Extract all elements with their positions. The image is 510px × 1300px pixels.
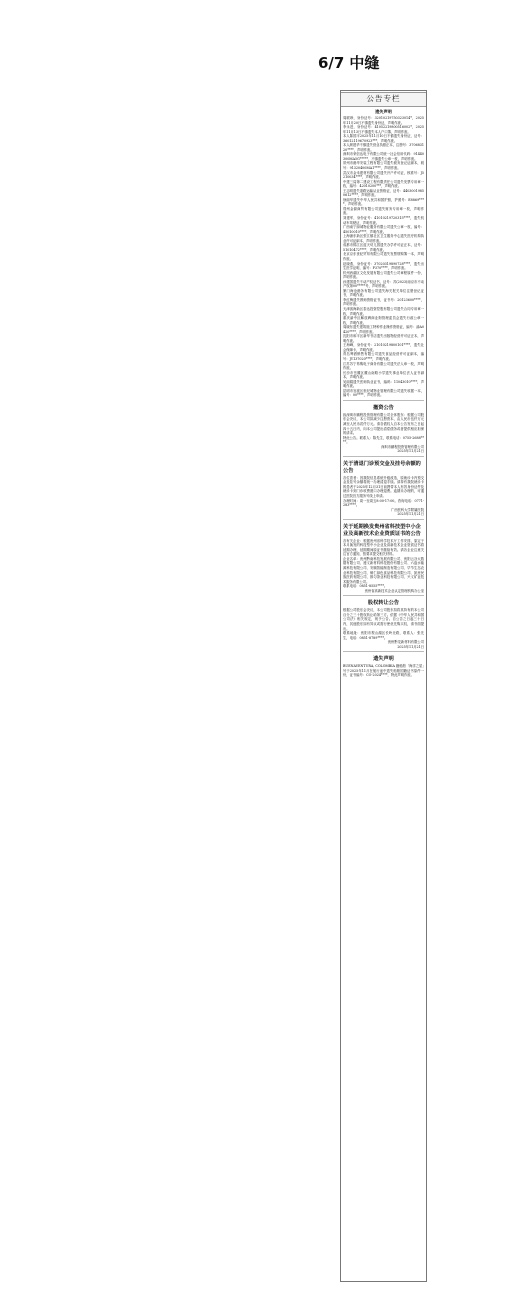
divider [343, 519, 424, 520]
equity-notice-date: 2025年11月21日 [397, 644, 424, 649]
lost-notice-entry: 郑州金源商贸有限公司遗失财务专用章一枚，声明作废。 [343, 206, 424, 216]
lost-notice-entry: 青岛啤酒销售有限公司遗失食品经营许可证副本，编号：JY137020****，声明作废。 [343, 352, 424, 361]
qualification-notice-body [343, 539, 424, 589]
notice-paragraph: 致深圳市鹏程投资管理有限公司全体股东：根据公司股东会决议，本公司拟减少注册资本，由人民币伍仟万元减至人民币贰仟万元。请各债权人自本公告发布之日起四十五日内，向本公司提出清偿债务或者提供相应担保的请求。 [343, 412, 424, 436]
lost-notice-entry: 常州市港华安装工程有限公司遗失税务登记证副本，税号：91320400MA1****，声明作废。 [343, 161, 424, 171]
lost-notice-entry: 吴丽娟遗失医师执业证书，编码：11043010****，声明作废。 [343, 379, 424, 389]
lost-notice-entry: 沈阳市和平区新华书店遗失出版物经营许可证正本，声明作废。 [343, 334, 424, 343]
notice-paragraph: 办理时间：周一至周五8:00-17:00。咨询电话：0771-283****。 [343, 498, 424, 508]
section-name: 中缝 [349, 54, 380, 72]
lost-notice-entry: 成都市锦江区蓝天幼儿园遗失办学许可证正本，证号：51010472****，声明作废。 [343, 243, 424, 252]
lost-notice-entry: 天津滨海新区泰达投资控股有限公司遗失合同专用章一枚，声明作废。 [343, 306, 424, 316]
equity-notice-signature: 贵州黔龙新材料有限公司 [387, 640, 424, 645]
lost-notice-entry: 上海浦东新区张江镇社区卫生服务中心遗失医疗机构执业许可证副本，声明作废。 [343, 234, 424, 243]
lost-notice-entry: 江苏苏宁易购电子商务有限公司遗失法人章一枚，声明作废。 [343, 361, 424, 371]
equity-notice-title: 股权转让公告 [367, 600, 400, 607]
lost-notice-entry: 广西南宁绿城物业服务有限公司遗失公章一枚，编号：45010010****，声明作废。 [343, 225, 424, 234]
withdraw-notice-signature: 深圳市鹏程投资管理有限公司 [381, 444, 424, 449]
equity-notice-body [343, 608, 424, 640]
withdraw-notice-title: 撤资公告 [373, 404, 394, 411]
notice-paragraph: 联系地址：贵阳市观山湖区长岭北路，联系人：张先生，电话：0851-8789****。 [343, 631, 424, 640]
lost-notice-entry: 中建三局第二建设工程有限责任公司遗失发票专用章一枚，编号：42010200***，声明作废。 [343, 179, 424, 189]
qualification-notice-signature: 贵州省高新技术企业认定管理机构办公室 [364, 588, 424, 593]
lost-notice-entry: 本人颜建华不慎遗失营业执照正本，注册号：370683120****，声明作废。 [343, 143, 424, 152]
lost-notice-entry: 刘建军，身份证号：41010219720315****，遗失机动车驾驶证，声明作废。 [343, 216, 424, 225]
lost-notice-title: 遗失声明 [375, 109, 392, 114]
lost-notice-entry: 徐丽华遗失中华人民共和国护照，护照号：E8869****，声明作废。 [343, 197, 424, 207]
notice-paragraph: 联系电话：0851-8555****。 [343, 584, 388, 589]
lost-notice-entry: 北京京东世纪贸易有限公司遗失发票领购簿一本，声明作废。 [343, 252, 424, 261]
lost-notice-entry: 王志明遗失道路运输从业资格证，证号：44030019850612****，声明作废。 [343, 188, 424, 198]
divider [343, 400, 424, 401]
lost-notice-list [343, 116, 424, 398]
lost-notice-entry: 重庆渝中区解放碑商业街管理委员会遗失行政公章一枚，声明作废。 [343, 316, 424, 325]
lost-notice-2-body [343, 664, 424, 678]
lost-notice-entry: 长沙市岳麓区麓山南路小学遗失事业单位法人证书副本，声明作废。 [343, 370, 424, 380]
divider [343, 456, 424, 457]
lost-notice-entry: 赵晓燕，身份证号：37020319890728****，遗失出生医学证明，编号：P370****，声明作废。 [343, 261, 424, 271]
notice-paragraph: 各有关企业：根据贵州省科学技术厅工作安排，原定于本月换发的科技型中小企业及高新技术企业资质证书将延期办理，延期期间原证书继续有效。请各企业注意关注官方通知，按要求提交相关材料。 [343, 538, 424, 557]
refund-notice-title: 关于清退门诊预交金及挂号余额的公告 [343, 460, 421, 474]
column-title: 公告专栏 [341, 92, 426, 107]
lost-notice-entry: 厦门海沧港务有限公司遗失海关报关单位注册登记证书，声明作废。 [343, 288, 424, 298]
lost-notice-entry: 孙建国遗失不动产权证书，证号：苏(2023)南京市不动产权第00*****号，声明作废。 [343, 279, 424, 289]
page-header [318, 52, 408, 74]
qualification-notice-title: 关于延期换发贵州省科技型中小企业及高新技术企业资质证书的公告 [343, 523, 421, 537]
lost-notice-entry: 周晓东遗失建筑施工特种作业操作资格证，编号：渝A0420****，声明作废。 [343, 325, 424, 334]
withdraw-notice-body [343, 413, 424, 445]
notice-paragraph: 企业名单：贵州黔南科技发展有限公司、贵阳云谷大数据有限公司、遵义新材料科技股份有限公司、六盘水能源科技有限公司、安顺智能制造有限公司、毕节生态农业科技有限公司、铜仁绿色食品科技有限公司、凯里民族医药有限公司、都匀茶业科技有限公司、兴义矿业技术服务有限公司。 [343, 556, 424, 584]
notice-paragraph: 各位患者：因我院信息系统升级改造，原就诊卡内预交金及挂号余额将统一办理清退手续。请持有我院就诊卡的患者于2025年12月31日前携带本人有效身份证件及就诊卡到门诊收费窗口办理退费。逾期未办理的，可通过医院官方服务号线上申请。 [343, 475, 424, 499]
refund-notice-signature: 广西医科大学附属医院 [391, 507, 424, 512]
lost-notice-entry: 李永进，身份证号：41052219800516002*，2025年11月13日不慎遗失本人户口簿，声明作废。 [343, 125, 424, 134]
divider [343, 651, 424, 652]
lost-notice-entry: 武汉市金禾建材有限公司遗失开户许可证，核准号：J5210034****，声明作废。 [343, 170, 424, 180]
lost-notice-2-title: 遗失声明 [373, 656, 394, 663]
lost-notice-entry: 昆明市官渡区世纪城物业管理有限公司遗失收据一本，编号：00****，声明作废。 [343, 388, 424, 398]
refund-notice-date: 2025年11月21日 [397, 512, 424, 517]
notice-paragraph: 根据公司股东会决议，本公司股东拟将其持有的本公司百分之三十股权转让给第三方。依据《中华人民共和国公司法》相关规定，现予公告。自公告之日起三十日内，其他股东如有异议或需行使优先购买权，请书面提出。 [343, 608, 424, 631]
notice-paragraph: BUENAVENTURA, COLOMBIA 籍船舶「海洋之星」号于2025年11月在航行途中遗失船舶国籍证书原件一份，证书编号：CO-2024****，特此声明作废。 [343, 664, 424, 678]
lost-notice-entry: 深圳市荣信达电子有限公司统一社会信用代码：91440300MA5G*****，不慎遗失公章一枚，声明作废。 [343, 152, 424, 161]
divider [343, 595, 424, 596]
lost-notice-entry: 杭州西湖区文化发展有限公司遗失公司章程原件一份，声明作废。 [343, 270, 424, 280]
lost-notice-entry: 李红梅遗失教师资格证书，证书号：20123600****，声明作废。 [343, 297, 424, 307]
lost-notice-entry: 本人陈国平2025年11月10日不慎遗失身份证，证号：36012119670923***，声明作废。 [343, 134, 424, 143]
notice-column [340, 90, 427, 1282]
lost-notice-entry: 王海峰，身份证号：21010219800101****，遗失社会保障卡，声明作废。 [343, 343, 424, 352]
page-number: 6/7 [318, 54, 345, 72]
refund-notice-body [343, 476, 424, 508]
withdraw-notice-date: 2025年11月21日 [397, 449, 424, 454]
lost-notice-entry: 周联珍，身份证号：32010219750323014*，2025年11月20日不慎遗失身份证，声明作废。 [343, 116, 424, 125]
notice-paragraph: 特此公告。联系人：陈先生，联系电话：0755-2688****。 [343, 435, 424, 445]
